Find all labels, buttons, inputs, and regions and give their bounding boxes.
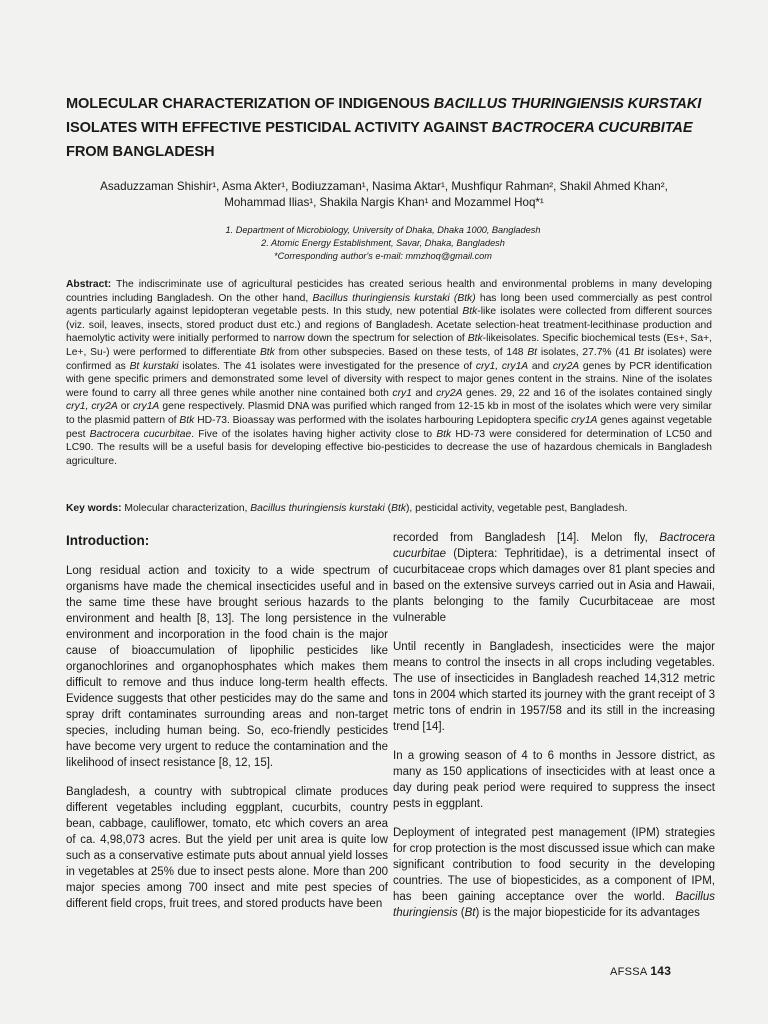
keywords-text: (	[384, 503, 392, 514]
abstract-text: has long been used commercially as pest control agents particularly against lepidopteran vegetable pests. In this study, new potential	[66, 292, 712, 318]
abstract-italic: cry1, cry1A	[475, 360, 529, 372]
abstract-text: isolates. The 41 isolates were investigated for the presence of	[178, 360, 476, 372]
abstract-text: -like isolates were collected from different sources (viz. soil, leaves, insects, stored product dust etc.) and regions of Bangladesh. Acetate selection-heat treatment-lecithinase production and haemolytic activity were initially performed to narrow down the spectrum for selection of	[66, 306, 712, 345]
page-footer	[610, 964, 671, 978]
abstract-text: gene respectively. Plasmid DNA was purified which ranged from 12-15 kb in most of the isolates which were very similar to the plasmid pattern of	[66, 401, 712, 426]
abstract-text: isolates) were confirmed as	[66, 346, 712, 372]
abstract-text: and	[528, 360, 553, 372]
corresponding-author: *Corresponding author's e-mail: mmzhoq@gmail.com	[274, 251, 492, 261]
body-italic: Bt	[464, 907, 476, 919]
title-text: ISOLATES WITH EFFECTIVE PESTICIDAL ACTIVITY AGAINST	[66, 120, 492, 136]
keywords-italic: Bacillus thuringiensis kurstaki	[250, 503, 385, 514]
abstract-text: isolates, 27.7% (41	[537, 346, 635, 358]
abstract-italic: cry1A	[571, 414, 598, 426]
abstract-italic: cry1A	[132, 401, 160, 413]
abstract-italic: Btk	[259, 346, 275, 358]
affiliations	[100, 224, 666, 263]
abstract-italic: Btk	[467, 333, 483, 345]
intro-paragraph-5: In a growing season of 4 to 6 months in Jessore district, as many as 150 applications of insecticides with at least once a day during peak period were required to suppress the insect pests in eggplant.	[393, 750, 715, 810]
intro-paragraph-3	[393, 530, 715, 626]
intro-paragraph-2: Bangladesh, a country with subtropical climate produces different vegetables including eggplant, cucurbits, country bean, cabbage, cauliflower, tomato, etc which covers an area of ca. 4,98,073 acres. But the yield per unit area is quite low such as a conservative estimate puts about annual yield losses in vegetables at 25% due to insect pests alone. More than 200 major species among 700 insect and mite pest species of different field crops, fruit trees, and stored products have been	[66, 786, 388, 910]
body-text: recorded from Bangladesh [14]. Melon fly,	[393, 532, 660, 544]
body-text: (	[457, 907, 465, 919]
abstract-text: HD-73. Bioassay was performed with the isolates harbouring Lepidoptera specific	[194, 414, 572, 426]
abstract-italic: Bt	[527, 346, 538, 358]
abstract-italic: Btk	[436, 428, 452, 440]
abstract-italic: Btk	[462, 306, 478, 318]
keywords-italic: Btk	[391, 503, 406, 514]
right-column	[393, 530, 715, 934]
keywords-label: Key words:	[66, 503, 122, 514]
abstract-italic: cry1, cry2A	[66, 401, 118, 413]
body-text: Deployment of integrated pest management (IPM) strategies for crop protection is the most discussed issue which can make significant contribution to food security in the developing countries. The use of biopesticides, as a component of IPM, has been gaining acceptance over the world.	[393, 827, 715, 903]
abstract-italic: Bactrocera cucurbitae	[89, 428, 192, 440]
intro-paragraph-4: Until recently in Bangladesh, insecticides were the major means to control the insects in all crops including vegetables. The use of insecticides in Bangladesh reached 14,312 metric tons in 2004 which started its journey with the grant receipt of 3 metric tons of endrin in 1957/58 and its still in the increasing trend [14].	[393, 641, 715, 733]
abstract-italic: cry2A	[436, 387, 463, 399]
affiliation-2: 2. Atomic Energy Establishment, Savar, Dhaka, Bangladesh	[261, 238, 505, 248]
title-italic-species: BACILLUS THURINGIENSIS KURSTAKI	[433, 96, 702, 112]
page-number: 143	[650, 964, 672, 978]
title-text: FROM BANGLADESH	[66, 144, 215, 160]
abstract-italic: Bt kurstaki	[129, 360, 179, 372]
abstract-italic: Btk	[179, 414, 195, 426]
abstract-text: and	[411, 387, 437, 399]
abstract-italic: cry1	[392, 387, 412, 399]
abstract-label: Abstract:	[66, 279, 112, 290]
title-text: MOLECULAR CHARACTERIZATION OF INDIGENOUS	[66, 96, 434, 112]
section-heading-introduction: Introduction:	[66, 533, 150, 548]
body-text: (Diptera: Tephritidae), is a detrimental insect of cucurbitaceae crops which damages over 81 plant species and based on the extensive surveys carried out in Asia and Hawaii, plants belonging to the family Cucurbitaceae are most vulnerable	[393, 548, 715, 624]
abstract-text: genes by PCR identification with gene specific primers and demonstrated some level of diversity with respect to major genes content in the strains. Nine of the isolates were found to carry all three genes while another nine contained both	[66, 360, 713, 399]
abstract-text: genes. 29, 22 and 16 of the isolates contained singly	[462, 387, 712, 399]
abstract-text: genes against vegetable pest	[66, 414, 712, 440]
abstract-text: The indiscriminate use of agricultural pesticides has created serious health and environmental problems in many developing countries including Bangladesh. On the other hand,	[66, 279, 712, 304]
abstract-text: . Five of the isolates having higher activity close to	[191, 428, 437, 440]
abstract	[66, 278, 712, 468]
keywords	[66, 502, 712, 516]
affiliation-1: 1. Department of Microbiology, University of Dhaka, Dhaka 1000, Bangladesh	[225, 225, 541, 235]
abstract-italic: Bt	[634, 346, 644, 358]
keywords-text: ), pesticidal activity, vegetable pest, Bangladesh.	[405, 503, 628, 514]
abstract-text: from other subspecies. Based on these tests, of 148	[274, 346, 528, 358]
paper-title	[66, 92, 716, 164]
abstract-italic: cry2A	[552, 360, 580, 372]
abstract-text: or	[117, 401, 133, 413]
journal-name: AFSSA	[610, 966, 647, 978]
abstract-text: HD-73 were considered for determination of LC50 and LC90. The results will be a useful basis for developing effective bio-pesticides to decrease the use of hazardous chemicals in Bangladesh agriculture.	[66, 428, 713, 467]
abstract-italic: Bacillus thuringiensis kurstaki (Btk)	[312, 292, 476, 304]
keywords-text: Molecular characterization,	[121, 503, 251, 514]
left-column	[66, 530, 388, 925]
body-text: ) is the major biopesticide for its advantages	[475, 907, 700, 919]
title-italic-pest: BACTROCERA CUCURBITAE	[491, 120, 693, 136]
abstract-text: -likeisolates. Specific biochemical tests (Es+, Sa+, Le+, Su-) were performed to differentiate	[66, 333, 712, 358]
body-italic: Bactrocera cucurbitae	[393, 532, 715, 560]
intro-paragraph-6	[393, 825, 715, 921]
author-list: Asaduzzaman Shishir¹, Asma Akter¹, Bodiuzzaman¹, Nasima Aktar¹, Mushfiqur Rahman², Shakil Ahmed Khan², Mohammad Ilias¹, Shakila Nargis Khan¹ and Mozammel Hoq*¹	[100, 180, 668, 209]
body-italic: Bacillus thuringiensis	[393, 891, 715, 919]
intro-paragraph-1: Long residual action and toxicity to a wide spectrum of organisms have made the chemical insecticides useful and in the same time these have brought serious hazards to the environment and health [8, 13]. The long persistence in the environment and incorporation in the food chain is the major cause of bioaccumulation of lipophilic pesticides like organochlorines and organophosphates which makes them difficult to remove and thus induce long-term health effects. Evidence suggests that other pesticides may do the same and spray drift contaminates surrounding areas and non-target species, including human being. So, eco-friendly pesticides have become very urgent to reduce the contamination and the likelihood of insect resistance [8, 12, 15].	[66, 565, 388, 769]
